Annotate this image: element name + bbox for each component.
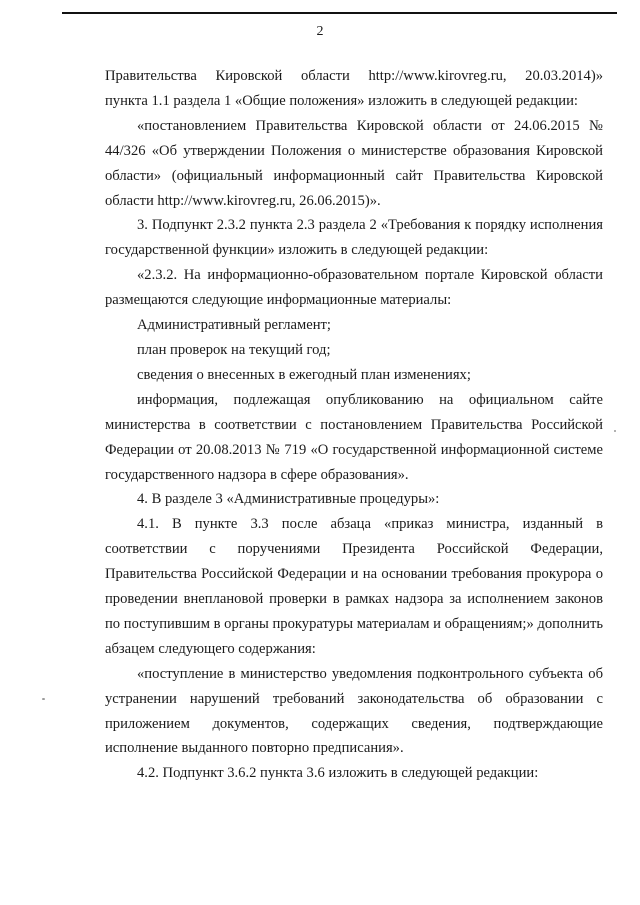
paragraph-item-4: 4. В разделе 3 «Административные процедуры»: bbox=[137, 491, 440, 508]
document-body bbox=[105, 64, 603, 786]
page-number: 2 bbox=[316, 24, 324, 39]
paragraph-item-4-2: 4.2. Подпункт 3.6.2 пункта 3.6 изложить в следующей редакции: bbox=[137, 765, 539, 782]
list-item-plan-changes: сведения о внесенных в ежегодный план изменениях; bbox=[137, 366, 471, 383]
header-rule bbox=[62, 12, 617, 14]
list-item-inspection-plan: план проверок на текущий год; bbox=[137, 341, 331, 358]
paragraph-continuation: Правительства Кировской области http://www.kirovreg.ru, 20.03.2014)» bbox=[105, 68, 603, 84]
paragraph-item-3: 3. Подпункт 2.3.2 пункта 2.3 раздела 2 «Требования к порядку исполнения государственной функции» изложить в следующей редакции: bbox=[105, 217, 603, 259]
scan-speck bbox=[614, 430, 616, 432]
paragraph-quote-notification: «поступление в министерство уведомления подконтрольного субъекта об устранении нарушений требований законодательства об образовании с приложением документов, содержащих сведения, подтверждающие исполнение выданного повторно предписания». bbox=[105, 665, 603, 757]
list-item-information: информация, подлежащая опубликованию на официальном сайте министерства в соответствии с постановлением Правительства Российской Федерации от 20.08.2013 № 719 «О государственной информационной системе государственного надзора в сфере образования». bbox=[105, 391, 603, 483]
paragraph-2-3-2: «2.3.2. На информационно-образовательном портале Кировской области размещаются следующие информационные материалы: bbox=[105, 267, 603, 309]
paragraph-item-4-1: 4.1. В пункте 3.3 после абзаца «приказ министра, изданный в соответствии с поручениями Президента Российской Федерации, Правительства Российской Федерации и на основании требования прокурора о проведении внеплановой проверки в рамках надзора за исполнением законов по поступившим в органы прокуратуры материалам и обращениям;» дополнить абзацем следующего содержания: bbox=[105, 516, 603, 657]
paragraph-item-1-1: пункта 1.1 раздела 1 «Общие положения» изложить в следующей редакции: bbox=[105, 92, 578, 109]
list-item-regulation: Административный регламент; bbox=[137, 317, 331, 334]
paragraph-quote-resolution: «постановлением Правительства Кировской области от 24.06.2015 № 44/326 «Об утверждении Положения о министерстве образования Кировской области» (официальный информационный сайт Правительства Кировской области http://www.kirovreg.ru, 26.06.2015)». bbox=[105, 117, 603, 209]
scan-speck bbox=[42, 698, 45, 700]
